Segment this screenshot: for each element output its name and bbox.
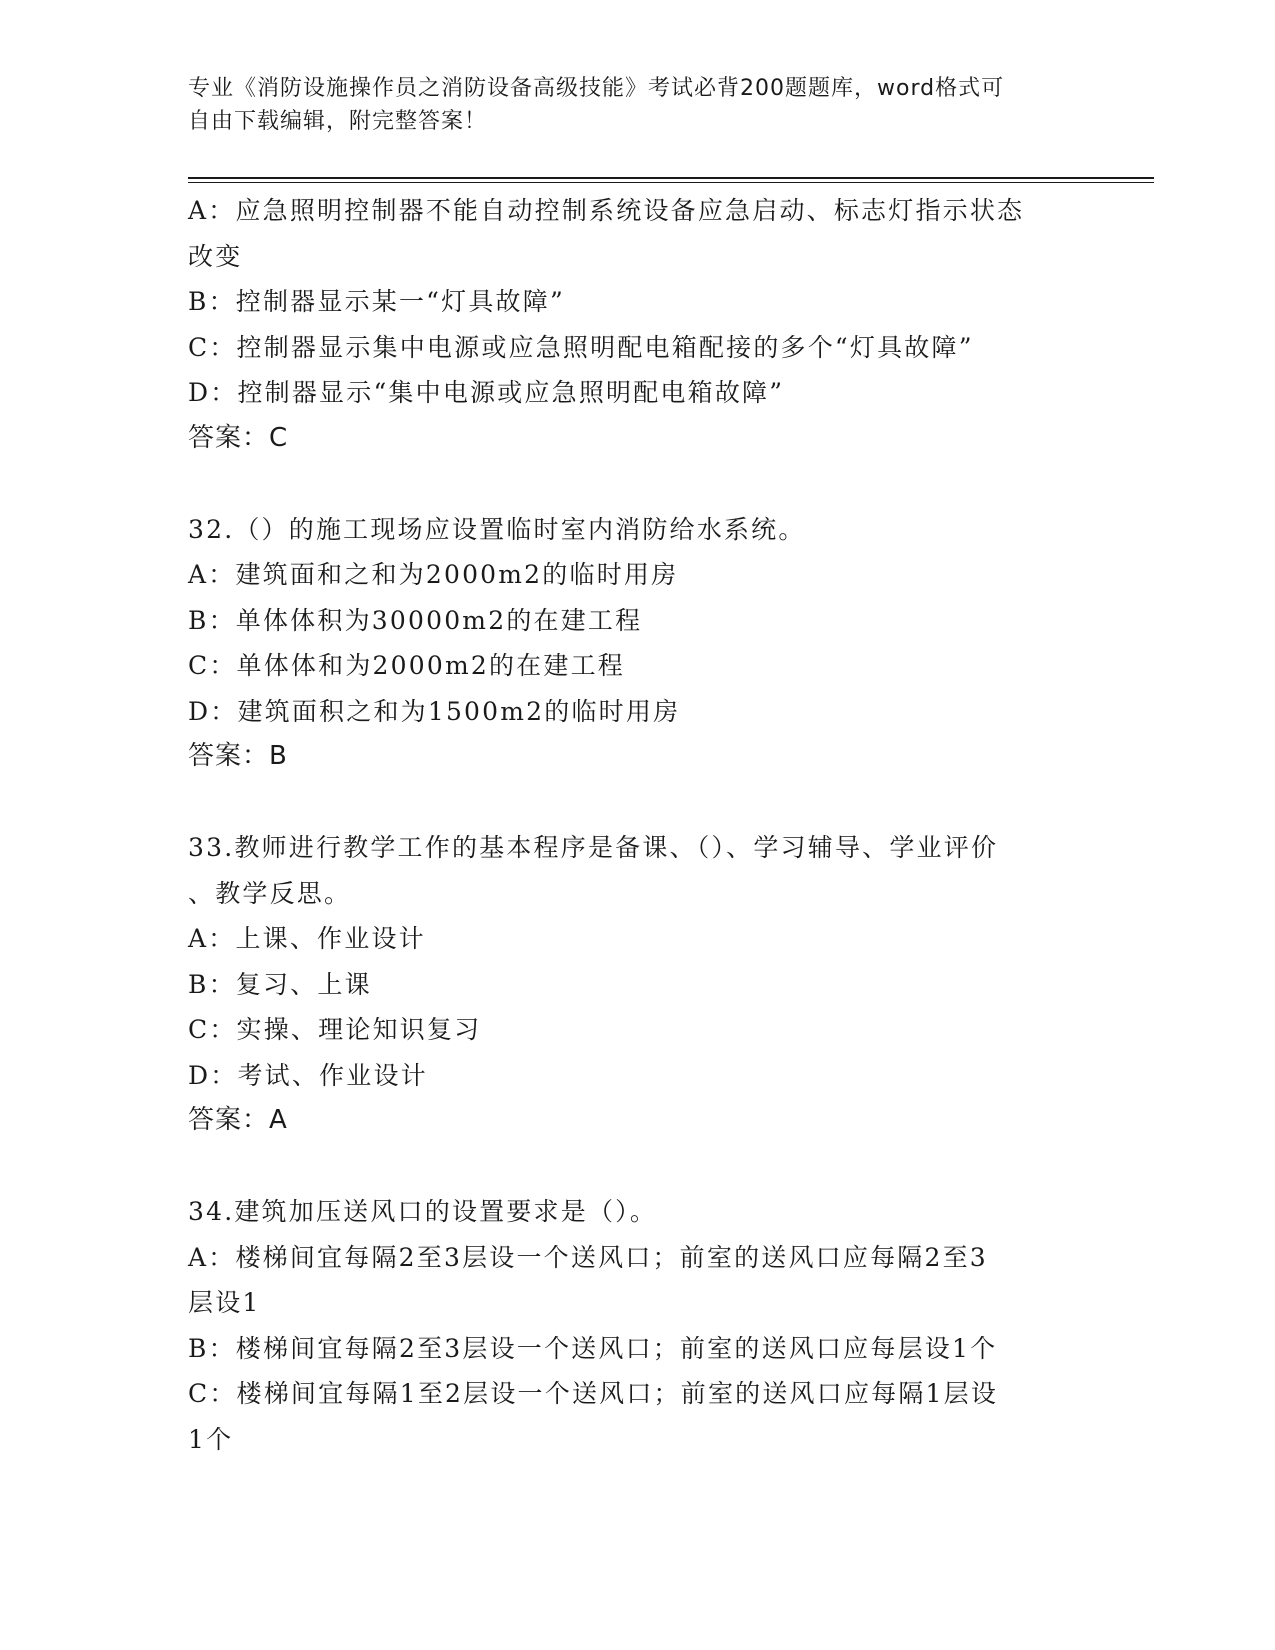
option-a-line-1: A：楼梯间宜每隔2至3层设一个送风口；前室的送风口应每隔2至3 [188, 1242, 988, 1272]
question-31 [188, 188, 1088, 461]
answer: 答案：B [188, 741, 288, 771]
question-stem-line-2: 、教学反思。 [188, 878, 352, 908]
spacer [188, 461, 1088, 507]
option-c: C：单体体和为2000m2的在建工程 [188, 651, 625, 680]
option-c: C：控制器显示集中电源或应急照明配电箱配接的多个“灯具故障” [188, 332, 974, 362]
question-stem-line-1: 33.教师进行教学工作的基本程序是备课、（）、学习辅导、学业评价 [188, 833, 999, 862]
question-stem: 32.（）的施工现场应设置临时室内消防给水系统。 [188, 514, 806, 544]
option-a-line-2: 层设1 [188, 1288, 261, 1317]
answer: 答案：C [188, 422, 289, 453]
option-b: B：楼梯间宜每隔2至3层设一个送风口；前室的送风口应每层设1个 [188, 1333, 998, 1363]
header-rule-thick [188, 177, 1154, 179]
option-b: B：控制器显示某一“灯具故障” [188, 287, 565, 316]
document-header [188, 72, 1088, 138]
option-b: B：复习、上课 [188, 969, 372, 999]
option-d: D：控制器显示“集中电源或应急照明配电箱故障” [188, 378, 785, 407]
answer: 答案：A [188, 1105, 288, 1135]
question-list [188, 188, 1088, 1462]
option-d: D：考试、作业设计 [188, 1060, 428, 1090]
header-line-2: 自由下载编辑，附完整答案！ [188, 109, 488, 134]
option-c: C：实操、理论知识复习 [188, 1015, 482, 1044]
option-c-line-1: C：楼梯间宜每隔1至2层设一个送风口；前室的送风口应每隔1层设 [188, 1379, 999, 1408]
option-a: A：建筑面和之和为2000m2的临时用房 [188, 560, 679, 589]
option-b: B：单体体积为30000m2的在建工程 [188, 605, 643, 635]
header-rule-thin [188, 182, 1154, 183]
option-a: A：上课、作业设计 [188, 924, 426, 953]
spacer [188, 1144, 1088, 1190]
spacer [188, 780, 1088, 826]
question-34 [188, 1189, 1088, 1462]
question-33 [188, 825, 1088, 1144]
question-stem: 34.建筑加压送风口的设置要求是（）。 [188, 1197, 658, 1226]
option-c-line-2: 1个 [188, 1424, 234, 1454]
option-a-line-1: A：应急照明控制器不能自动控制系统设备应急启动、标志灯指示状态 [188, 196, 1025, 225]
option-d: D：建筑面积之和为1500m2的临时用房 [188, 696, 681, 726]
option-a-line-2: 改变 [188, 241, 243, 271]
header-line-1: 专业《消防设施操作员之消防设备高级技能》考试必背200题题库，word格式可 [188, 76, 1005, 101]
question-32 [188, 507, 1088, 780]
